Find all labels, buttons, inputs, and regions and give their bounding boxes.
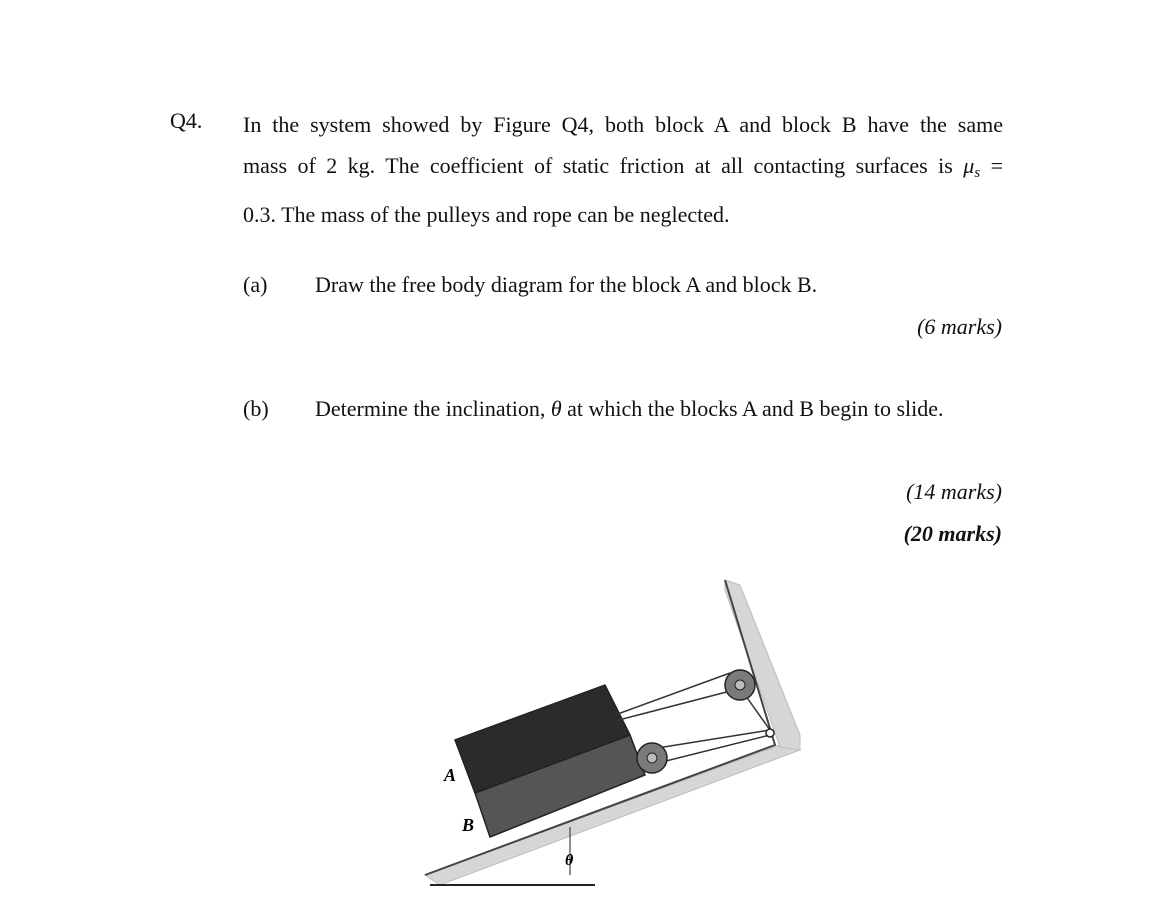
- stem-line-3: 0.3. The mass of the pulleys and rope can be neglected.: [243, 202, 730, 227]
- rope-a-top: [615, 673, 730, 715]
- stem-line-1: In the system showed by Figure Q4, both block A and block B have the same: [243, 112, 1003, 137]
- stem-line-2-text: mass of 2 kg. The coefficient of static friction at all contacting surfaces is: [243, 153, 953, 178]
- total-marks: (20 marks): [903, 521, 1002, 546]
- label-a: A: [444, 765, 457, 785]
- part-a-text: Draw the free body diagram for the block A and block B.: [315, 272, 818, 297]
- anchor-point: [766, 729, 774, 737]
- mu-symbol: $\mu_s$: [963, 153, 981, 181]
- theta-symbol: θ: [550, 396, 562, 421]
- rope-a-bottom: [615, 689, 738, 721]
- part-a-marks: (6 marks): [917, 314, 1002, 339]
- part-b-marks: (14 marks): [906, 479, 1002, 504]
- question-stem: [243, 104, 1003, 235]
- part-b-label: (b): [243, 396, 269, 421]
- mu-subscript: s: [974, 165, 981, 181]
- part-a-label: (a): [243, 272, 268, 297]
- figure-q4-svg: [420, 575, 820, 895]
- equals-sign: =: [980, 153, 1004, 178]
- figure-q4: [420, 575, 820, 895]
- question-number: Q4.: [170, 108, 203, 133]
- stem-line-2: [243, 145, 1003, 194]
- label-b: B: [462, 815, 475, 835]
- theta-label: θ: [565, 852, 574, 869]
- ground-wall: [725, 580, 800, 750]
- part-b-text: Determine the inclination, θ at which the blocks A and B begin to slide.: [315, 396, 944, 421]
